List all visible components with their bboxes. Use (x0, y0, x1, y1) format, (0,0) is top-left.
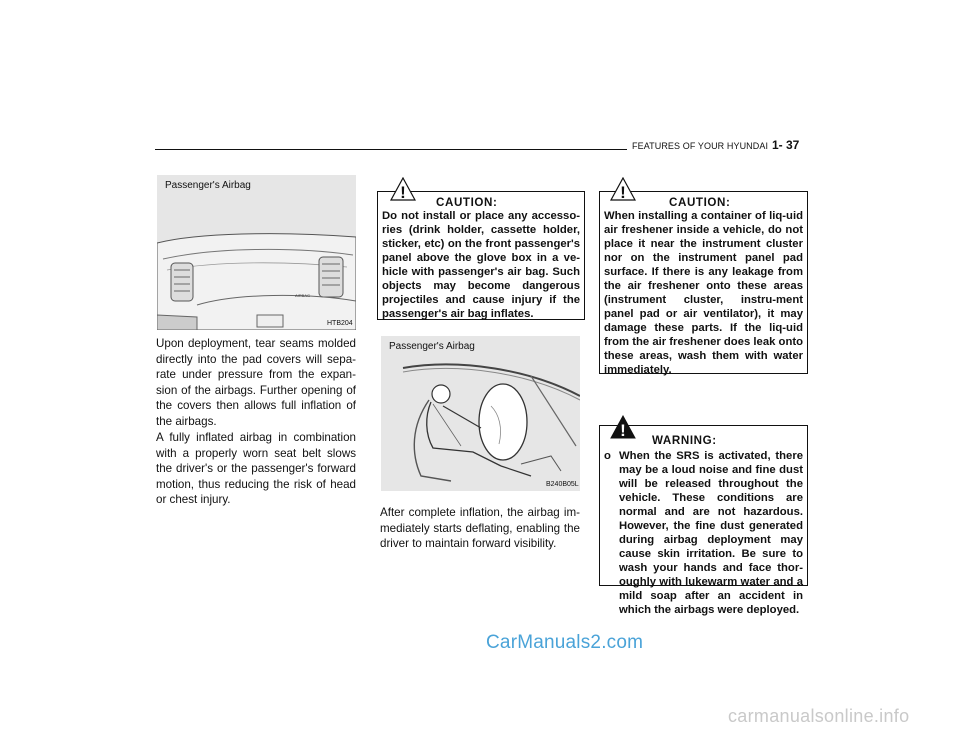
warning-triangle-icon (390, 177, 416, 201)
warning-item (604, 449, 803, 617)
page-number: 1- 37 (772, 138, 800, 152)
column2-paragraph: After complete inflation, the airbag im-mediately starts deflating, enabling the driver to maintain forward visibility. (380, 506, 580, 551)
caution-box-1 (377, 183, 585, 320)
header-rule (155, 149, 627, 150)
caution-title-2: CAUTION: (669, 196, 731, 209)
figure1-caption: Passenger's Airbag (165, 180, 251, 191)
figure1-code: HTB204 (327, 320, 353, 327)
warning-text: When the SRS is activated, there may be a loud noise and fine dust will be released throughout the vehicle. These conditions are normal and are not hazardous. However, the fine dust generated during airbag deployment may cause skin irritation. Be sure to wash your hands and face thor-oughly with lukewarm water and a mild soap after an accident in which the airbags were deployed. (619, 450, 803, 616)
dashboard-illustration (157, 175, 356, 330)
warning-bullet: o (604, 450, 611, 462)
watermark-carmanuals2: CarManuals2.com (486, 632, 644, 653)
caution-text-2: When installing a container of liq-uid air freshener inside a vehicle, do not place it near the instrument cluster nor on the instrument panel pad surface. If there is any leakage from the air freshener onto these areas (instrument cluster, instru-ment panel pad or air ventilator), it may damage these parts. If the liq-uid from the air freshener does leak onto these areas, wash them with water immediately. (604, 210, 804, 376)
svg-text:!: ! (400, 183, 406, 201)
svg-text:!: ! (620, 183, 626, 201)
caution-text-1: Do not install or place any accesso-ries (drink holder, cassette holder, sticker, etc) on the front passenger's panel above the glove box in a ve-hicle with passenger's air bag. Such objects may become dangerous projectiles and cause injury if the passenger's air bag inflates. (382, 210, 580, 320)
figure2-code: B240B05L (546, 481, 579, 488)
figure-dashboard (157, 175, 356, 330)
warning-triangle-filled-icon (610, 415, 636, 439)
caution-box-2 (599, 183, 808, 376)
svg-text:!: ! (620, 421, 626, 439)
warning-triangle-icon (610, 177, 636, 201)
airbag-panel-label: AIRBAG (295, 293, 311, 298)
figure-seated-airbag (381, 336, 580, 491)
warning-title: WARNING: (652, 434, 717, 447)
column1-paragraph-1: Upon deployment, tear seams molded directly into the pad covers will sepa-rate under pressure from the expan-sion of the airbags. Further opening of the covers then allows full inflation of the airbags. (156, 337, 356, 428)
running-title: FEATURES OF YOUR HYUNDAI (632, 141, 769, 151)
figure2-caption: Passenger's Airbag (389, 341, 475, 352)
warning-box (599, 421, 808, 616)
caution-title-1: CAUTION: (436, 196, 498, 209)
column1-paragraph-2: A fully inflated airbag in combination with a properly worn seat belt slows the driver's or the passenger's forward motion, thus reducing the risk of head or chest injury. (156, 431, 356, 507)
watermark-carmanualsonline: carmanualsonline.info (728, 706, 910, 726)
seated-airbag-illustration (381, 336, 580, 491)
